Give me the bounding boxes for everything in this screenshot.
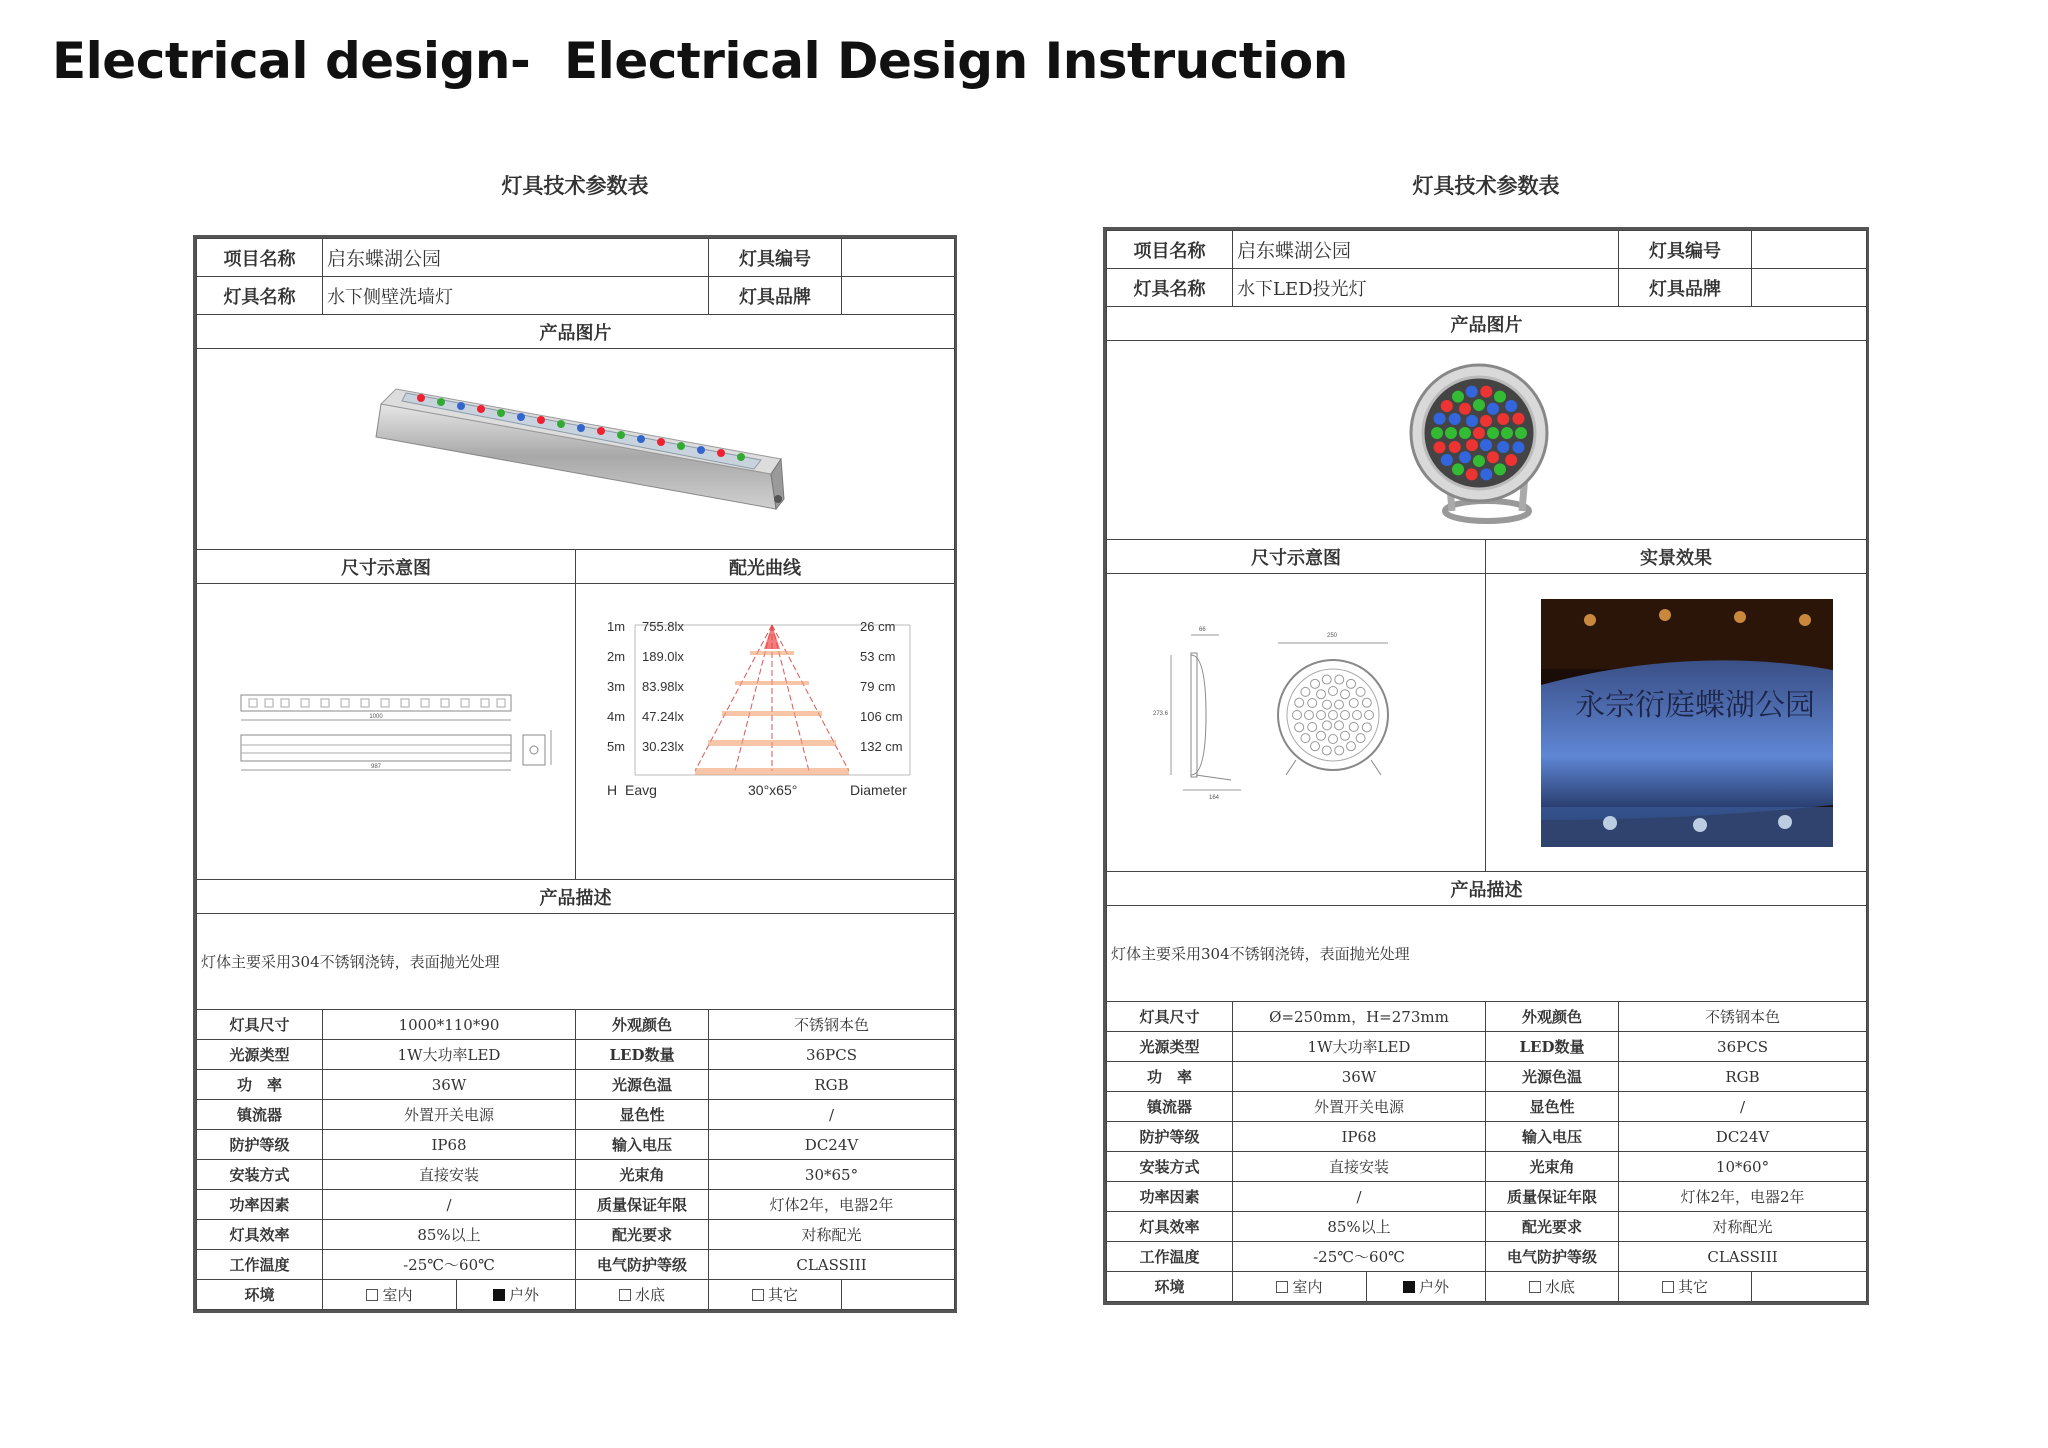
- led-dot: [1515, 427, 1527, 439]
- spec-row: [1107, 1122, 1867, 1152]
- spec-value: 36W: [323, 1070, 576, 1100]
- spec-label: 工作温度: [1107, 1242, 1233, 1272]
- spec-sheet-right: [1103, 172, 1869, 1305]
- spec-label: 外观颜色: [576, 1010, 709, 1040]
- spec-row: [1107, 1092, 1867, 1122]
- spec-label: 功 率: [1107, 1062, 1233, 1092]
- led-dot: [1497, 441, 1509, 453]
- spec-value: 对称配光: [1619, 1212, 1867, 1242]
- spec-label: 输入电压: [576, 1130, 709, 1160]
- spec-value: /: [1619, 1092, 1867, 1122]
- led-outline: [1301, 733, 1310, 742]
- led-outline: [1335, 675, 1344, 684]
- spec-label: 防护等级: [1107, 1122, 1233, 1152]
- env-row: [197, 1280, 955, 1310]
- spec-value: /: [1233, 1182, 1486, 1212]
- pm-dia: 53 cm: [860, 648, 896, 664]
- led-dot: [1505, 454, 1517, 466]
- spec-value: IP68: [323, 1130, 576, 1160]
- spec-label: 光束角: [1486, 1152, 1619, 1182]
- spec-label: 安装方式: [197, 1160, 323, 1190]
- spec-row: [1107, 1182, 1867, 1212]
- led-outline: [1362, 698, 1371, 707]
- spec-label: 光源色温: [1486, 1062, 1619, 1092]
- led-dot: [1494, 391, 1506, 403]
- spec-row: [1107, 1002, 1867, 1032]
- spec-label: 显色性: [1486, 1092, 1619, 1122]
- spec-label: 灯具尺寸: [1107, 1002, 1233, 1032]
- scene-caption: 永宗衍庭蝶湖公园: [1575, 688, 1815, 722]
- env-row: [1107, 1272, 1867, 1302]
- product-image-label: 产品图片: [197, 315, 955, 349]
- spec-rows: [197, 1010, 955, 1280]
- spec-value: /: [709, 1100, 955, 1130]
- pm-lux: 30.23lx: [642, 738, 684, 754]
- pm-lux: 189.0lx: [642, 648, 684, 664]
- checkbox-checked-icon: [1403, 1281, 1415, 1293]
- led-dot: [1448, 413, 1460, 425]
- spec-label: 功 率: [197, 1070, 323, 1100]
- pm-height: 2m: [607, 648, 626, 664]
- led-dot: [1473, 455, 1485, 467]
- spec-row: [1107, 1062, 1867, 1092]
- led-dot: [1480, 439, 1492, 451]
- led-outline: [1356, 687, 1365, 696]
- brand-value: [842, 277, 955, 315]
- spec-label: 电气防护等级: [576, 1250, 709, 1280]
- fixture-no-value: [1752, 231, 1867, 269]
- env-label: 环境: [1107, 1272, 1233, 1302]
- spec-label: 光源类型: [197, 1040, 323, 1070]
- spec-value: 85%以上: [323, 1220, 576, 1250]
- led-dot: [1487, 427, 1499, 439]
- spec-value: 36W: [1233, 1062, 1486, 1092]
- led-outline: [1323, 720, 1332, 729]
- led-outline: [1335, 700, 1344, 709]
- fixture-name-value: 水下侧壁洗墙灯: [323, 277, 709, 315]
- led-dot: [1459, 451, 1471, 463]
- spec-row: [197, 1190, 955, 1220]
- spec-value: 对称配光: [709, 1220, 955, 1250]
- spec-row: [1107, 1152, 1867, 1182]
- spec-label: 防护等级: [197, 1130, 323, 1160]
- checkbox-checked-icon: [493, 1289, 505, 1301]
- pm-h: H: [607, 781, 618, 798]
- spec-value: IP68: [1233, 1122, 1486, 1152]
- led-outline: [1329, 686, 1338, 695]
- spec-label: 外观颜色: [1486, 1002, 1619, 1032]
- led-outline: [1341, 731, 1350, 740]
- product-image-label: 产品图片: [1107, 307, 1867, 341]
- page-title: Electrical design- Electrical Design Instruction: [52, 32, 1348, 90]
- project-name-value: 启东蝶湖公园: [1233, 231, 1619, 269]
- pm-angle: 30°x65°: [748, 781, 798, 798]
- spec-value: 灯体2年，电器2年: [1619, 1182, 1867, 1212]
- pm-lux: 47.24lx: [642, 708, 684, 724]
- pm-dia: 106 cm: [860, 708, 903, 724]
- spec-label: 显色性: [576, 1100, 709, 1130]
- led-outline: [1317, 710, 1326, 719]
- spec-value: 1W大功率LED: [323, 1040, 576, 1070]
- spec-value: 不锈钢本色: [1619, 1002, 1867, 1032]
- bar-width-label: 1000: [369, 713, 383, 720]
- photometric-chart: [576, 584, 955, 880]
- description-label: 产品描述: [197, 880, 955, 914]
- led-dot: [1466, 439, 1478, 451]
- led-outline: [1329, 734, 1338, 743]
- env-option-outdoor: 户外: [457, 1280, 576, 1310]
- led-dot: [1512, 413, 1524, 425]
- spec-value: 36PCS: [1619, 1032, 1867, 1062]
- led-dot: [1433, 413, 1445, 425]
- led-dot: [1445, 427, 1457, 439]
- spec-label: 镇流器: [197, 1100, 323, 1130]
- led-outline: [1349, 722, 1358, 731]
- project-name-label: 项目名称: [197, 239, 323, 277]
- spec-row: [1107, 1212, 1867, 1242]
- led-dot: [1448, 441, 1460, 453]
- project-name-value: 启东蝶湖公园: [323, 239, 709, 277]
- spec-row: [197, 1100, 955, 1130]
- led-dot: [1494, 463, 1506, 475]
- spec-value: 直接安装: [323, 1160, 576, 1190]
- led-dot: [1473, 399, 1485, 411]
- spec-table: [196, 238, 955, 1310]
- spec-label: 输入电压: [1486, 1122, 1619, 1152]
- spec-label: 配光要求: [576, 1220, 709, 1250]
- env-option-underwater: 水底: [576, 1280, 709, 1310]
- env-option-outdoor: 户外: [1367, 1272, 1486, 1302]
- led-dot: [1459, 427, 1471, 439]
- spec-table: [1106, 230, 1867, 1302]
- spec-label: 配光要求: [1486, 1212, 1619, 1242]
- description-text: 灯体主要采用304不锈钢浇铸，表面抛光处理: [1107, 906, 1867, 1002]
- checkbox-icon: [1276, 1281, 1288, 1293]
- spec-label: 质量保证年限: [1486, 1182, 1619, 1212]
- env-option-indoor: 室内: [323, 1280, 457, 1310]
- led-outline: [1329, 710, 1338, 719]
- spec-label: 光源类型: [1107, 1032, 1233, 1062]
- led-outline: [1308, 722, 1317, 731]
- led-dot: [1452, 463, 1464, 475]
- spec-row: [197, 1070, 955, 1100]
- led-dot: [1465, 386, 1477, 398]
- spec-label: 灯具效率: [197, 1220, 323, 1250]
- led-outline: [1308, 698, 1317, 707]
- spec-value: RGB: [709, 1070, 955, 1100]
- led-outline: [1295, 698, 1304, 707]
- pm-height: 3m: [607, 678, 626, 694]
- pm-height: 1m: [607, 618, 626, 634]
- description-label: 产品描述: [1107, 872, 1867, 906]
- env-option-indoor: 室内: [1233, 1272, 1367, 1302]
- dimension-label: 尺寸示意图: [1107, 540, 1486, 574]
- dimension-label: 尺寸示意图: [197, 550, 576, 584]
- pm-lux: 755.8lx: [642, 618, 684, 634]
- checkbox-icon: [752, 1289, 764, 1301]
- led-dot: [1487, 403, 1499, 415]
- scene-photo-label: 实景效果: [1486, 540, 1867, 574]
- spec-row: [197, 1130, 955, 1160]
- spec-row: [197, 1040, 955, 1070]
- led-dot: [1440, 400, 1452, 412]
- led-dot: [1501, 427, 1513, 439]
- spec-label: 光束角: [576, 1160, 709, 1190]
- spec-rows: [1107, 1002, 1867, 1272]
- led-dot: [1487, 451, 1499, 463]
- led-dot: [1433, 441, 1445, 453]
- checkbox-icon: [1529, 1281, 1541, 1293]
- led-dot: [1480, 415, 1492, 427]
- pm-diameter: Diameter: [850, 781, 907, 798]
- spec-value: DC24V: [1619, 1122, 1867, 1152]
- light-base-label: 164: [1209, 794, 1220, 801]
- env-option-other: 其它: [1619, 1272, 1752, 1302]
- description-text: 灯体主要采用304不锈钢浇铸，表面抛光处理: [197, 914, 955, 1010]
- product-image: [197, 349, 955, 550]
- spec-label: 灯具尺寸: [197, 1010, 323, 1040]
- dimension-drawing: [1107, 574, 1486, 872]
- spec-value: DC24V: [709, 1130, 955, 1160]
- fixture-name-label: 灯具名称: [1107, 269, 1233, 307]
- spec-row: [197, 1160, 955, 1190]
- wall-washer-image: [206, 349, 946, 545]
- sheet-heading: 灯具技术参数表: [501, 173, 649, 198]
- led-outline: [1349, 698, 1358, 707]
- brand-label: 灯具品牌: [709, 277, 842, 315]
- spec-value: 不锈钢本色: [709, 1010, 955, 1040]
- spotlight-image: [1117, 341, 1857, 535]
- checkbox-icon: [1662, 1281, 1674, 1293]
- led-outline: [1335, 720, 1344, 729]
- spec-label: 光源色温: [576, 1070, 709, 1100]
- led-dot: [1480, 386, 1492, 398]
- led-dot: [1459, 403, 1471, 415]
- spec-value: /: [323, 1190, 576, 1220]
- spec-value: 1W大功率LED: [1233, 1032, 1486, 1062]
- spec-label: 电气防护等级: [1486, 1242, 1619, 1272]
- bar-len-label: 987: [370, 763, 382, 770]
- led-outline: [1311, 741, 1320, 750]
- spec-value: -25℃～60℃: [323, 1250, 576, 1280]
- spec-value: -25℃～60℃: [1233, 1242, 1486, 1272]
- spec-value: 30*65°: [709, 1160, 955, 1190]
- spec-label: 功率因素: [1107, 1182, 1233, 1212]
- spec-row: [197, 1010, 955, 1040]
- spec-label: 功率因素: [197, 1190, 323, 1220]
- product-image: [1107, 341, 1867, 540]
- led-dot: [1440, 454, 1452, 466]
- led-outline: [1322, 745, 1331, 754]
- led-outline: [1353, 710, 1362, 719]
- spec-value: CLASSIII: [1619, 1242, 1867, 1272]
- led-outline: [1365, 710, 1374, 719]
- spec-value: Ø=250mm，H=273mm: [1233, 1002, 1486, 1032]
- spec-label: LED数量: [576, 1040, 709, 1070]
- spec-value: 灯体2年，电器2年: [709, 1190, 955, 1220]
- spec-sheet-left: [193, 172, 957, 1313]
- led-outline: [1305, 710, 1314, 719]
- led-outline: [1341, 710, 1350, 719]
- dimension-drawing: [197, 584, 576, 880]
- spec-value: 外置开关电源: [323, 1100, 576, 1130]
- pm-height: 4m: [607, 708, 626, 724]
- spec-label: 质量保证年限: [576, 1190, 709, 1220]
- fixture-no-label: 灯具编号: [1619, 231, 1752, 269]
- fixture-name-value: 水下LED投光灯: [1233, 269, 1619, 307]
- brand-value: [1752, 269, 1867, 307]
- led-dot: [1452, 391, 1464, 403]
- led-outline: [1341, 689, 1350, 698]
- pm-dia: 132 cm: [860, 738, 903, 754]
- led-dot: [1480, 468, 1492, 480]
- fixture-no-label: 灯具编号: [709, 239, 842, 277]
- spec-value: 直接安装: [1233, 1152, 1486, 1182]
- led-dot: [1512, 441, 1524, 453]
- spec-label: 镇流器: [1107, 1092, 1233, 1122]
- checkbox-icon: [619, 1289, 631, 1301]
- led-dot: [1466, 415, 1478, 427]
- led-outline: [1295, 722, 1304, 731]
- led-outline: [1301, 687, 1310, 696]
- spec-label: LED数量: [1486, 1032, 1619, 1062]
- sheet-heading: 灯具技术参数表: [1412, 173, 1560, 198]
- led-dot: [1431, 427, 1443, 439]
- spec-value: 1000*110*90: [323, 1010, 576, 1040]
- spec-row: [1107, 1032, 1867, 1062]
- spec-row: [197, 1220, 955, 1250]
- led-dot: [1473, 427, 1485, 439]
- spec-row: [1107, 1242, 1867, 1272]
- scene-photo: [1486, 574, 1867, 872]
- pm-eavg: Eavg: [625, 781, 657, 798]
- fixture-name-label: 灯具名称: [197, 277, 323, 315]
- spec-value: 外置开关电源: [1233, 1092, 1486, 1122]
- led-dot: [1505, 400, 1517, 412]
- led-outline: [1347, 741, 1356, 750]
- pm-dia: 26 cm: [860, 618, 896, 634]
- led-outline: [1347, 679, 1356, 688]
- env-option-underwater: 水底: [1486, 1272, 1619, 1302]
- spec-value: RGB: [1619, 1062, 1867, 1092]
- led-outline: [1323, 700, 1332, 709]
- led-outline: [1322, 675, 1331, 684]
- spec-label: 灯具效率: [1107, 1212, 1233, 1242]
- project-name-label: 项目名称: [1107, 231, 1233, 269]
- spec-value: 10*60°: [1619, 1152, 1867, 1182]
- light-depth-label: 66: [1199, 626, 1206, 633]
- led-dot: [1465, 468, 1477, 480]
- light-height-label: 273.6: [1153, 710, 1169, 717]
- led-outline: [1335, 745, 1344, 754]
- pm-lux: 83.98lx: [642, 678, 684, 694]
- fixture-no-value: [842, 239, 955, 277]
- spec-label: 工作温度: [197, 1250, 323, 1280]
- spec-label: 安装方式: [1107, 1152, 1233, 1182]
- env-option-other: 其它: [709, 1280, 842, 1310]
- spec-value: 36PCS: [709, 1040, 955, 1070]
- pm-dia: 79 cm: [860, 678, 896, 694]
- led-outline: [1317, 689, 1326, 698]
- spec-frame: [193, 235, 957, 1313]
- led-outline: [1293, 710, 1302, 719]
- light-width-label: 250: [1327, 632, 1338, 639]
- led-outline: [1362, 722, 1371, 731]
- env-label: 环境: [197, 1280, 323, 1310]
- spec-frame: [1103, 227, 1869, 1305]
- brand-label: 灯具品牌: [1619, 269, 1752, 307]
- photometric-label: 配光曲线: [576, 550, 955, 584]
- led-outline: [1317, 731, 1326, 740]
- spec-row: [197, 1250, 955, 1280]
- spec-value: CLASSIII: [709, 1250, 955, 1280]
- led-dot: [1497, 413, 1509, 425]
- led-outline: [1356, 733, 1365, 742]
- led-outline: [1311, 679, 1320, 688]
- spec-value: 85%以上: [1233, 1212, 1486, 1242]
- checkbox-icon: [366, 1289, 378, 1301]
- pm-height: 5m: [607, 738, 626, 754]
